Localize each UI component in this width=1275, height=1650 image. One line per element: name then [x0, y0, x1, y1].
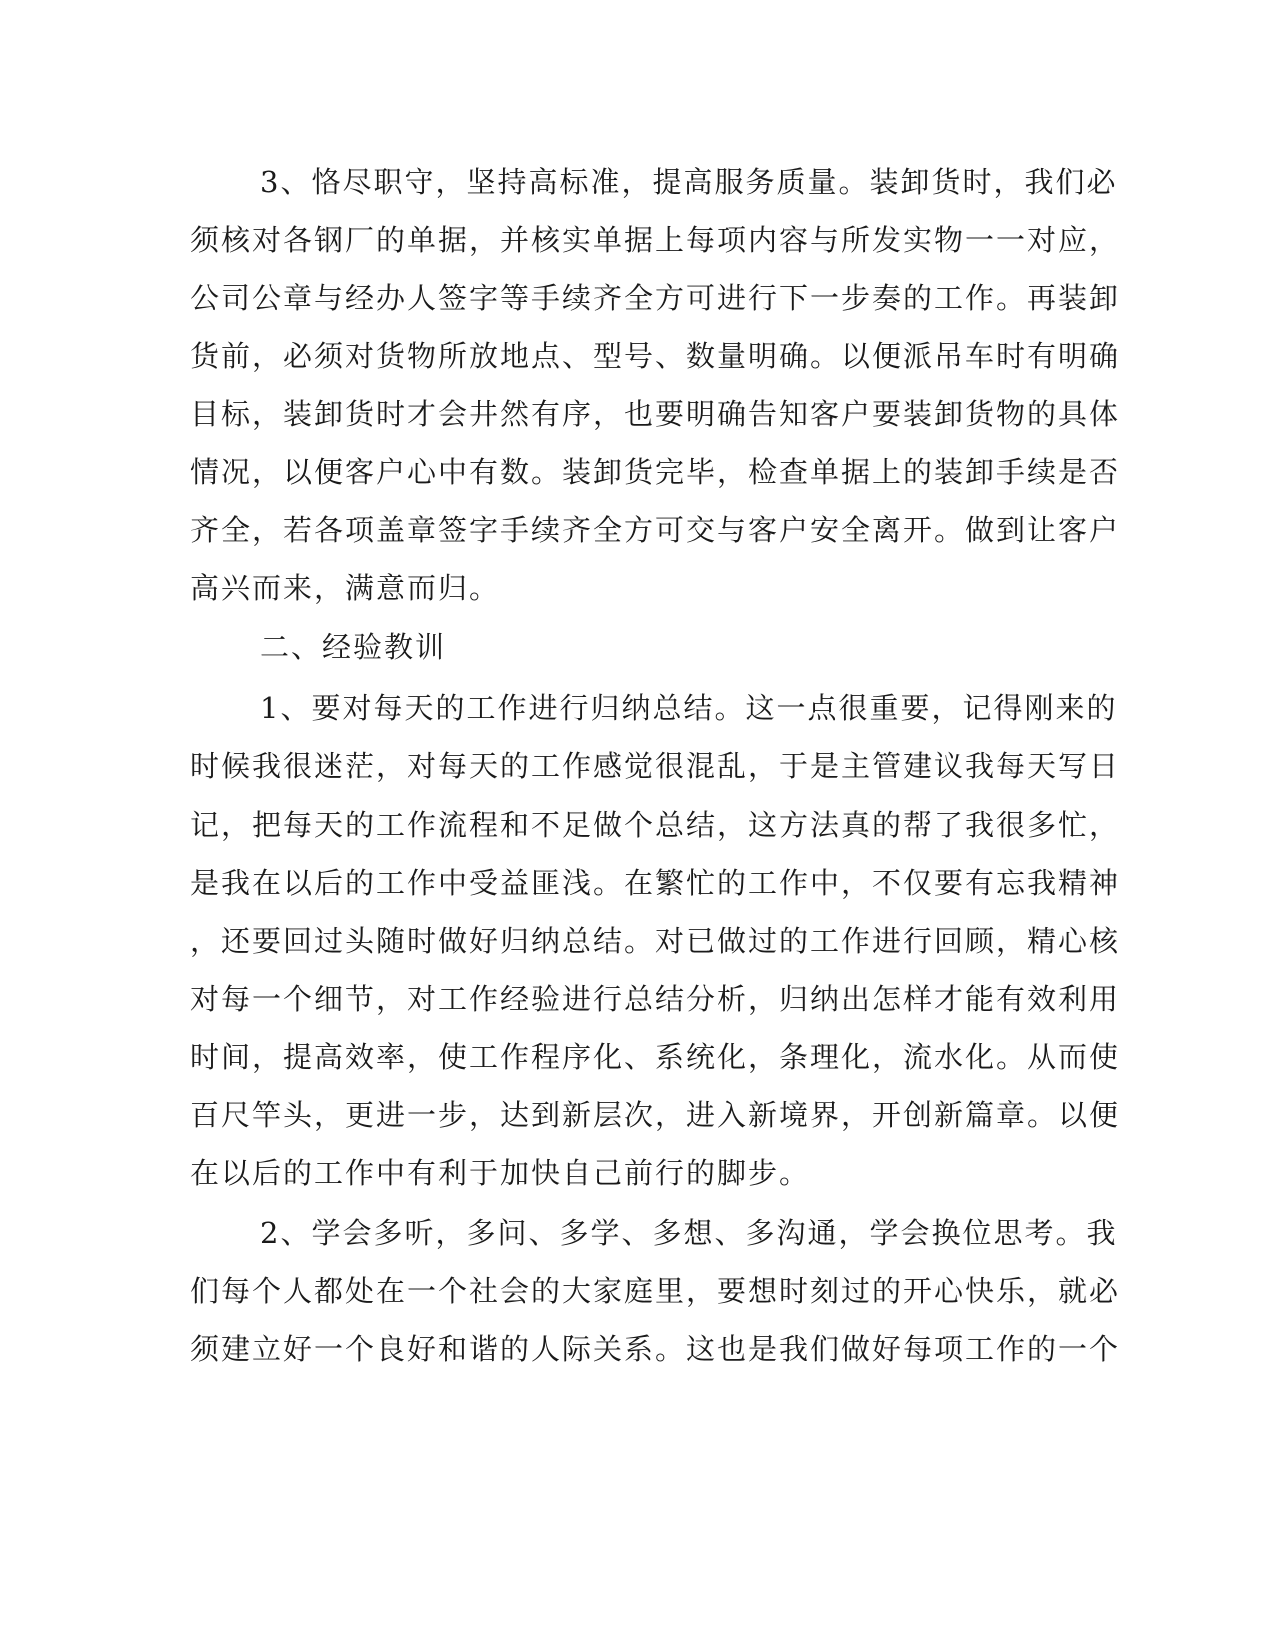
paragraph-line: ，还要回过头随时做好归纳总结。对已做过的工作进行回顾，精心核: [190, 924, 1121, 958]
paragraph-line: 须核对各钢厂的单据，并核实单据上每项内容与所发实物一一对应，: [190, 223, 1121, 257]
paragraph-line: 是我在以后的工作中受益匪浅。在繁忙的工作中，不仅要有忘我精神: [190, 866, 1121, 900]
paragraph-line: 2、学会多听，多问、多学、多想、多沟通，学会换位思考。我: [260, 1216, 1118, 1250]
section-heading: 二、经验教训: [260, 630, 447, 664]
paragraph-line: 须建立好一个良好和谐的人际关系。这也是我们做好每项工作的一个: [190, 1332, 1121, 1366]
paragraph-line: 时候我很迷茫，对每天的工作感觉很混乱，于是主管建议我每天写日: [190, 749, 1121, 783]
paragraph-line: 时间，提高效率，使工作程序化、系统化，条理化，流水化。从而使: [190, 1040, 1121, 1074]
paragraph-line: 3、恪尽职守，坚持高标准，提高服务质量。装卸货时，我们必: [260, 165, 1118, 199]
paragraph-line: 在以后的工作中有利于加快自己前行的脚步。: [190, 1156, 811, 1190]
paragraph-line: 情况，以便客户心中有数。装卸货完毕，检查单据上的装卸手续是否: [190, 455, 1121, 489]
paragraph-line: 1、要对每天的工作进行归纳总结。这一点很重要，记得刚来的: [260, 691, 1118, 725]
paragraph-line: 记，把每天的工作流程和不足做个总结，这方法真的帮了我很多忙，: [190, 808, 1121, 842]
paragraph-line: 百尺竿头，更进一步，达到新层次，进入新境界，开创新篇章。以便: [190, 1098, 1121, 1132]
paragraph-line: 货前，必须对货物所放地点、型号、数量明确。以便派吊车时有明确: [190, 339, 1121, 373]
paragraph-line: 高兴而来，满意而归。: [190, 571, 501, 605]
paragraph-line: 们每个人都处在一个社会的大家庭里，要想时刻过的开心快乐，就必: [190, 1274, 1121, 1308]
paragraph-line: 公司公章与经办人签字等手续齐全方可进行下一步奏的工作。再装卸: [190, 281, 1121, 315]
paragraph-line: 目标，装卸货时才会井然有序，也要明确告知客户要装卸货物的具体: [190, 397, 1121, 431]
paragraph-line: 齐全，若各项盖章签字手续齐全方可交与客户安全离开。做到让客户: [190, 513, 1121, 547]
paragraph-line: 对每一个细节，对工作经验进行总结分析，归纳出怎样才能有效利用: [190, 982, 1121, 1016]
